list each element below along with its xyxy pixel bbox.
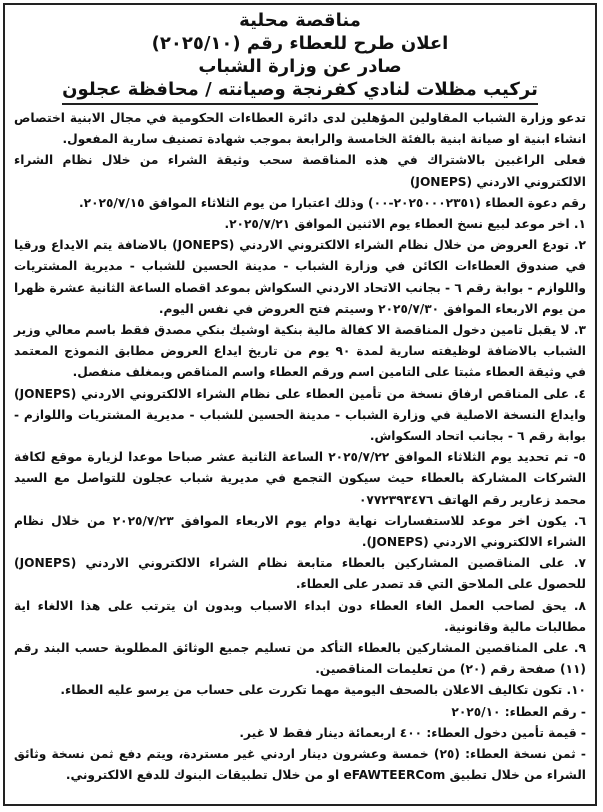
- header-line-subject: تركيب مظلات لنادي كفرنجة وصيانته / محافظة عجلون: [62, 78, 538, 105]
- list-item: ١٠. تكون تكاليف الاعلان بالصحف اليومية مهما تكررت على حساب من يرسو عليه العطاء.: [60, 683, 586, 698]
- intro-paragraph-2: فعلى الراغبين بالاشتراك في هذه المناقصة سحب وثيقة الشراء من خلال نظام الشراء الالكتروني الاردني (JONEPS): [14, 153, 586, 189]
- tender-announcement: [3, 3, 597, 806]
- list-item: ١. اخر موعد لبيع نسخ العطاء يوم الاثنين الموافق ٢٠٢٥/٧/٢١.: [224, 217, 586, 232]
- footer-insurance: - قيمة تأمين دخول العطاء: ٤٠٠ اربعمائة دينار فقط لا غير.: [239, 725, 586, 740]
- list-item: ٥- تم تحديد يوم الثلاثاء الموافق ٢٠٢٥/٧/٢٢ الساعة الثانية عشر صباحا موعدا لزيارة موقع لكافة الشركات المشاركة بالعطاء حيث سيكون التجمع في مديرية شباب عجلون للتواصل مع السيد محمد زعارير رقم الهاتف ٠٧٧٢٣٩٣٤٧٦: [14, 450, 586, 507]
- list-item: ٤. على المناقص ارفاق نسخة من تأمين العطاء على نظام الشراء الالكتروني الاردني (JONEPS) وايداع النسخة الاصلية في وزارة الشباب - مدينة الحسين للشباب - مديرية المشتريات واللوازم - بوابة رقم ٦ - بجانب اتحاد السكواش.: [14, 386, 586, 444]
- list-item: ٦. يكون اخر موعد للاستفسارات نهاية دوام يوم الاربعاء الموافق ٢٠٢٥/٧/٢٣ من خلال نظام الشراء الالكتروني الاردني (JONEPS).: [14, 513, 587, 550]
- header: [14, 9, 586, 105]
- footer-price: - ثمن نسخة العطاء: (٢٥) خمسة وعشرون دينار اردني غير مستردة، ويتم دفع ثمن نسخة وثائق الشراء من خلال تطبيق eFAWTEERCom او من خلال تطبيقات البنوك للدفع الالكتروني.: [14, 747, 586, 783]
- header-line-local-tender: مناقصة محلية: [239, 10, 361, 31]
- list-item: ٨. يحق لصاحب العمل الغاء العطاء دون ابداء الاسباب وبدون ان يترتب على هذا الالغاء اية مطالبات مالية وقانونية.: [14, 598, 586, 634]
- announcement-body: [14, 108, 586, 787]
- intro-paragraph-3: رقم دعوة العطاء (٢٠٢٥٠٠٠٢٣٥١-٠٠) وذلك اعتبارا من يوم الثلاثاء الموافق ٢٠٢٥/٧/١٥.: [79, 195, 586, 210]
- list-item: ٩. على المناقصين المشاركين بالعطاء التأكد من تسليم جميع الوثائق المطلوبة حسب البند رقم (١١) صفحة رقم (٢٠) من تعليمات المناقصين.: [14, 641, 586, 677]
- footer-tender-ref: - رقم العطاء: ٢٠٢٥/١٠: [451, 704, 586, 719]
- header-line-issuer: صادر عن وزارة الشباب: [198, 56, 402, 77]
- header-line-tender-number: اعلان طرح للعطاء رقم (٢٠٢٥/١٠): [151, 33, 449, 54]
- list-item: ٧. على المناقصين المشاركين بالعطاء متابعة نظام الشراء الالكتروني الاردني (JONEPS) للحصول على الملاحق التي قد تصدر على العطاء.: [14, 556, 586, 592]
- list-item: ٢. تودع العروض من خلال نظام الشراء الالكتروني الاردني (JONEPS) بالاضافة يتم الايداع ورقيا في صندوق العطاءات الكائن في وزارة الشباب - مدينة الحسين للشباب - مديرية المشتريات واللوازم - بوابة رقم ٦ - بجانب الاتحاد الاردني السكواش بموعد اقصاه الساعة الثانية عشرة ظهرا من يوم الاربعاء الموافق ٢٠٢٥/٧/٣٠ وسيتم فتح العروض في نفس اليوم.: [14, 238, 586, 316]
- list-item: ٣. لا يقبل تامين دخول المناقصة الا كفالة مالية بنكية اوشيك بنكي مصدق فقط باسم معالي وزير الشباب بالاضافة لوظيفته سارية لمدة ٩٠ يوم من تاريخ ايداع العروض مطابق النموذج المعتمد في وثيقة العطاء مثبتا على التامين اسم ورقم العطاء واسم المناقص وبمغلف منفصل.: [14, 323, 586, 380]
- intro-paragraph-1: تدعو وزارة الشباب المقاولين المؤهلين لدى دائرة العطاءات الحكومية في مجال الابنية اختصاص انشاء ابنية او صيانة ابنية بالفئة الخامسة والرابعة بموجب شهادة تصنيف سارية المفعول.: [14, 111, 586, 147]
